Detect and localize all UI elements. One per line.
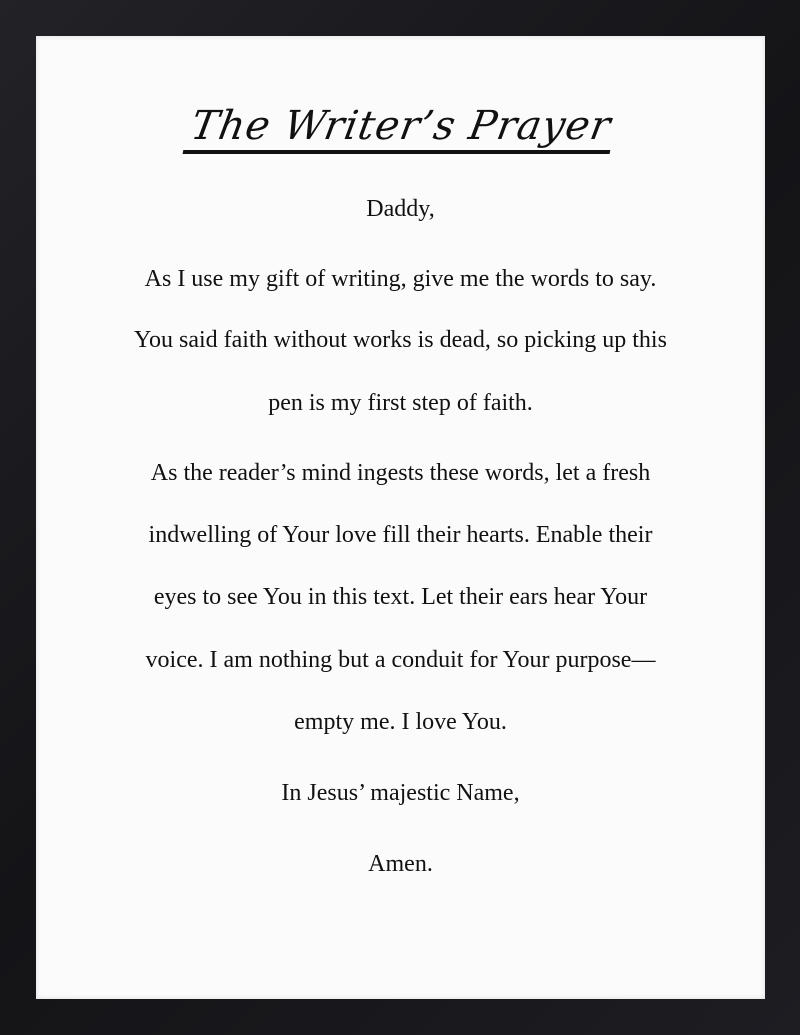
prayer-line: As I use my gift of writing, give me the words to say. [144,266,657,292]
prayer-line: eyes to see You in this text. Let their ears hear Your [153,584,648,610]
page-title: The Writer’s Prayer [183,104,619,154]
prayer-line: You said faith without works is dead, so picking up this [134,327,667,353]
prayer-line: empty me. I love You. [294,709,507,735]
prayer-line: indwelling of Your love fill their hearts. Enable their [148,522,653,548]
signoff: Amen. [368,851,433,877]
salutation: Daddy, [366,196,435,222]
title-block [36,104,765,154]
prayer-line: voice. I am nothing but a conduit for Your purpose— [145,647,656,673]
prayer-line: pen is my first step of faith. [268,390,533,416]
closing-line: In Jesus’ majestic Name, [281,780,520,806]
prayer-line: As the reader’s mind ingests these words, let a fresh [150,460,651,486]
prayer-page [36,36,765,999]
